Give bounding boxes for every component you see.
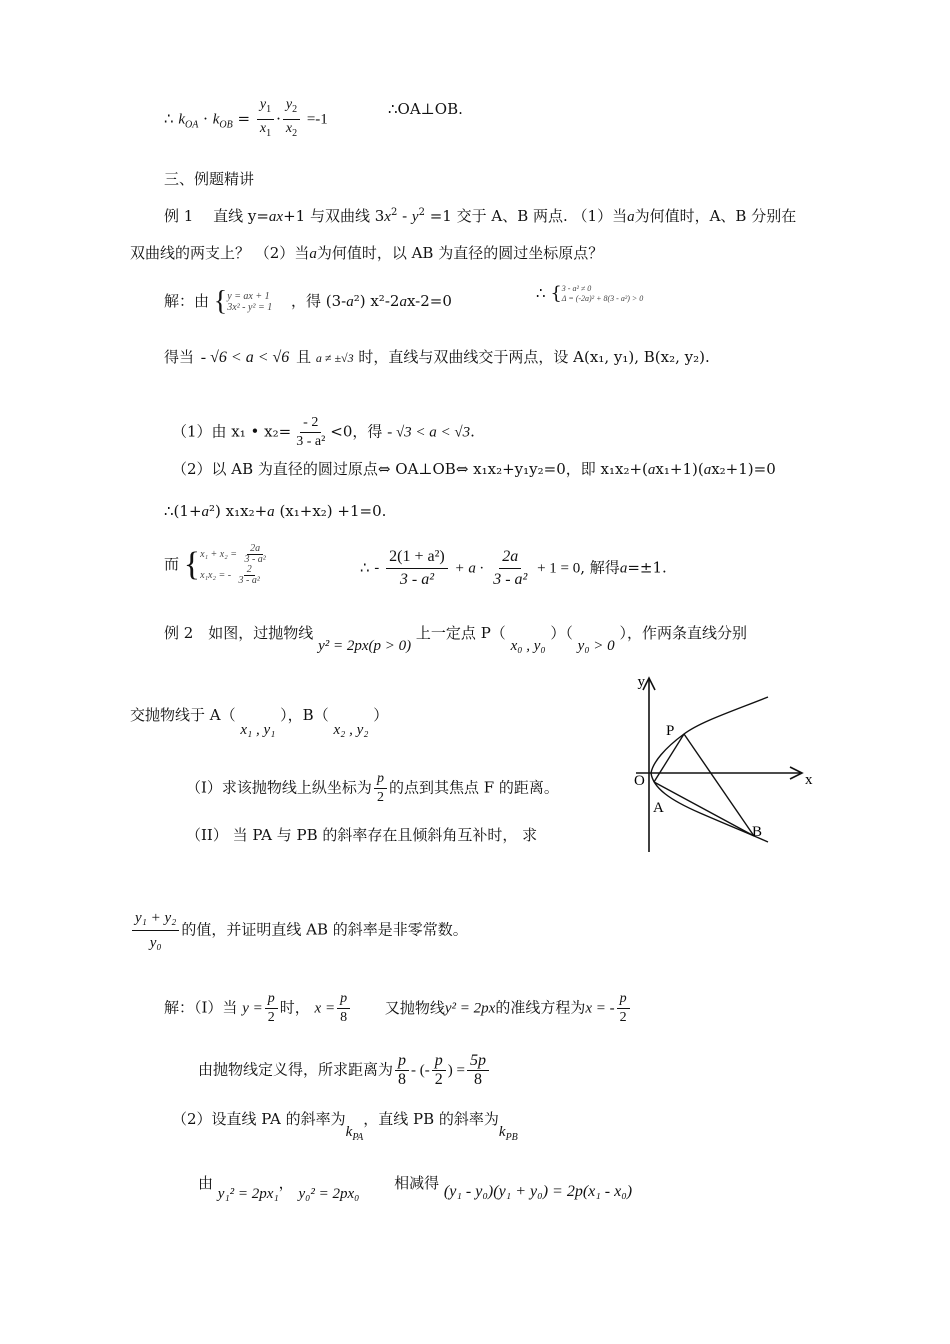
part2-line: （2）以 AB 为直径的圆过原点⇔ OA⊥OB⇔ x₁x₂+y₁y₂=0，即 x₁x₂+(ax₁+1)(ax₂+1)=0 bbox=[172, 460, 776, 478]
frac-y1-x1: $\frac{y_1}{x_1}$ bbox=[257, 96, 274, 143]
sub-ob: OB bbox=[219, 119, 233, 131]
question1-line: （I）求该抛物线上纵坐标为 $\frac{p}{2}$ 的点到其焦点 F 的距离。 bbox=[186, 771, 559, 805]
rhs: =-1 bbox=[306, 111, 328, 128]
part1-line: （1）由 x₁ • x₂= $\frac{- 2}{\text{3 - a²}}$ <0，得 - √3 < a < √3. bbox=[172, 415, 475, 449]
label-a: A bbox=[653, 800, 664, 816]
example2-line1: 例 2 如图，过抛物线 y² = 2px(p > 0) 上一定点 P（ x₀ , y₀ ）（ y₀ > 0 ），作两条直线分别 bbox=[164, 624, 747, 654]
solution1-conditions: ∴ { 3 - a² ≠ 0 Δ = (-2a)² + 8(3 - a²) > 0 bbox=[536, 283, 644, 304]
dot: · bbox=[203, 109, 208, 128]
label-y: y bbox=[637, 674, 645, 690]
question2-line: （II） 当 PA 与 PB 的斜率存在且倾斜角互补时， 求 bbox=[186, 826, 538, 844]
solution-part2: （2）设直线 PA 的斜率为$k_{PA}$，直线 PB 的斜率为$k_{PB}$ bbox=[172, 1110, 518, 1143]
solution-distance: 由抛物线定义得，所求距离为 $\frac{p}{8}$ - (- $\frac{p}{2}$ ) = $\frac{5p}{8}$ bbox=[198, 1052, 491, 1089]
therefore-symbol: ∴ bbox=[164, 109, 174, 128]
question3-line: $\frac{\text{y₁ + y₂}}{\text{y₀}}$ 的值，并证明直线 AB 的斜率是非零常数。 bbox=[130, 906, 468, 955]
part4-equation: ∴ - $\frac{\text{2(1 + a²)}}{\text{3 - a²}}$ + a · $\frac{2a}{\text{3 - a²}}$ + 1 = 0, 解得a=±1. bbox=[360, 548, 667, 588]
parabola-figure bbox=[620, 670, 820, 860]
parabola-curve bbox=[651, 697, 768, 842]
line-ab bbox=[654, 782, 754, 836]
line-slope-product: ∴ $k_{OA} \cdot k_{OB}$ = $\frac{y_1}{x_1}$ · $\frac{y_2}{x_2}$ =-1 bbox=[164, 96, 328, 143]
example1-line1: 例 1 直线 y=ax+1 与双曲线 $3x^2 - y^2 =1$ 交于 A、B 两点. （1）当a为何值时，A、B 分别在 bbox=[164, 207, 797, 225]
label-x: x bbox=[805, 772, 813, 788]
part3-line: ∴(1+a²) x₁x₂+a (x₁+x₂) +1=0. bbox=[164, 502, 387, 520]
k-ob: k bbox=[212, 111, 220, 128]
sub-oa: OA bbox=[185, 119, 199, 131]
equals: = bbox=[237, 109, 251, 128]
condition-line: 得当 - √6 < a < √6 且 a ≠ ±√3 时，直线与双曲线交于两点，设 A(x₁, y₁), B(x₂, y₂). bbox=[164, 348, 710, 366]
label-p: P bbox=[666, 723, 675, 739]
k-oa: k bbox=[178, 111, 185, 128]
label-b: B bbox=[752, 824, 763, 840]
example2-line2: 交抛物线于 A（ x₁ , y₁ ），B（ x₂ , y₂ ） bbox=[130, 706, 389, 738]
solution1-line: 解：由 { y = ax + 1 3x² - y² = 1 ，得 (3-a²) x²-2ax-2=0 bbox=[164, 286, 452, 317]
solution-part1: 解：（I）当 y = $\frac{p}{2}$ 时， x = $\frac{p}{8}$ 又抛物线y² = 2px的准线方程为x = - $\frac{p}{2}$ bbox=[164, 990, 632, 1027]
part4-line: 而 { x₁ + x₂ = $\frac{2a}{\text{3 - a²}}$ x₁x₂ = - $\frac{2}{\text{3 - a²}}$ bbox=[164, 543, 266, 586]
section-heading: 三、例题精讲 bbox=[164, 170, 255, 188]
label-o: O bbox=[634, 773, 645, 789]
frac-y2-x2: $\frac{y_2}{x_2}$ bbox=[283, 96, 300, 143]
example1-line2: 双曲线的两支上？ （2）当a为何值时，以 AB 为直径的圆过坐标原点？ bbox=[130, 244, 604, 262]
conclusion-oa-ob: ∴OA⊥OB. bbox=[388, 100, 463, 118]
solution-subtract: 由 y₁² = 2px₁， y₀² = 2px₀ 相减得 (y₁ - y₀)(y₁ + y₀) = 2p(x₁ - x₀) bbox=[198, 1174, 633, 1202]
